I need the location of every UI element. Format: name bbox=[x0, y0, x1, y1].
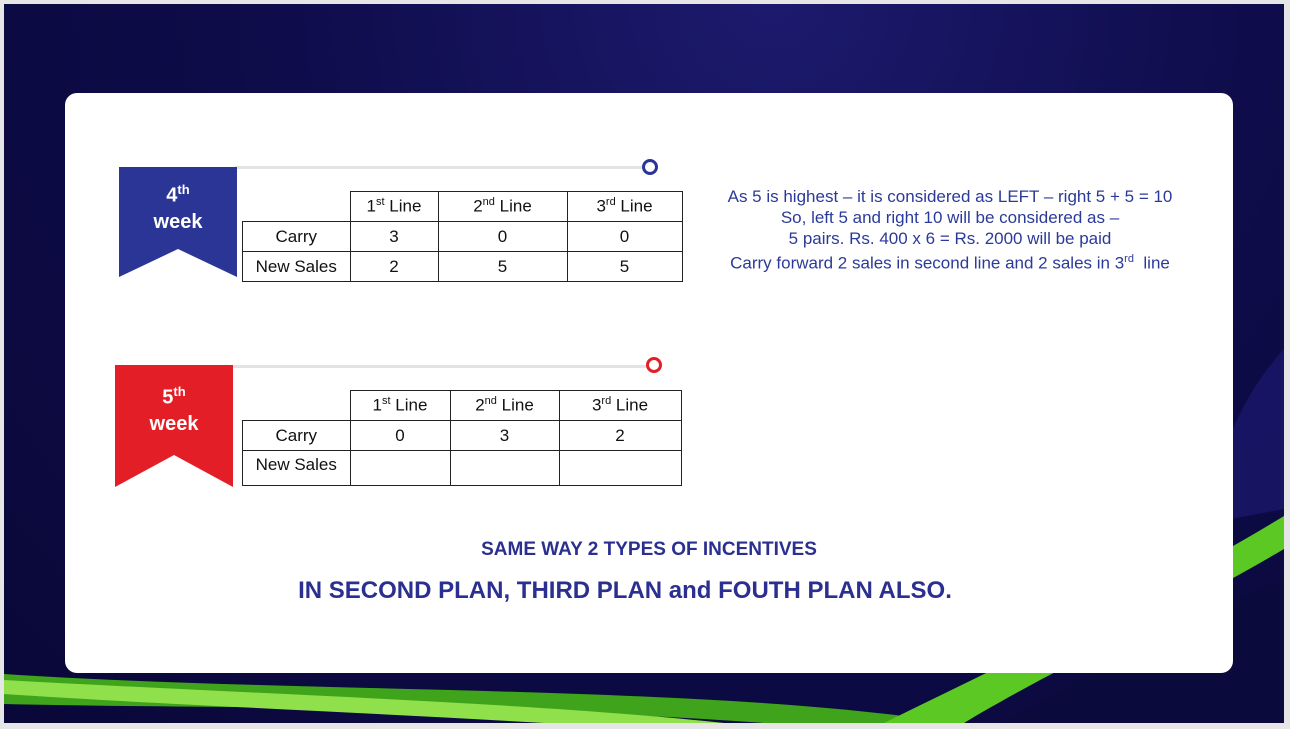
week5-cell bbox=[350, 451, 450, 486]
slide-background bbox=[4, 4, 1284, 723]
week4-row-new-sales bbox=[243, 252, 683, 282]
week4-col-header-3: 3rd Line bbox=[567, 192, 682, 222]
week4-timeline-line bbox=[235, 166, 650, 169]
explanation-line-2: So, left 5 and right 10 will be considered as – bbox=[780, 208, 1120, 227]
week4-table bbox=[242, 191, 683, 282]
week4-ribbon-number: 4 bbox=[166, 184, 178, 207]
week5-col-header-3: 3rd Line bbox=[559, 391, 681, 421]
week5-cell: 0 bbox=[350, 421, 450, 451]
week5-cell: 2 bbox=[559, 421, 681, 451]
week5-ribbon-word: week bbox=[149, 412, 199, 435]
week5-header-row bbox=[243, 391, 682, 421]
explanation-line-1: As 5 is highest – it is considered as LEFT – right 5 + 5 = 10 bbox=[727, 187, 1173, 206]
week5-ribbon-label bbox=[115, 379, 233, 437]
week4-cell: 2 bbox=[350, 252, 438, 282]
explanation-line-3: 5 pairs. Rs. 400 x 6 = Rs. 2000 will be paid bbox=[788, 229, 1112, 248]
week5-col-header-1: 1st Line bbox=[350, 391, 450, 421]
plans-heading: IN SECOND PLAN, THIRD PLAN and FOUTH PLAN ALSO. bbox=[298, 577, 952, 604]
week4-ribbon-word: week bbox=[153, 210, 203, 233]
week5-ribbon-suffix: th bbox=[173, 384, 186, 399]
week4-cell: 3 bbox=[350, 222, 438, 252]
week4-row-label: Carry bbox=[243, 222, 351, 252]
week4-ribbon bbox=[119, 167, 237, 277]
week4-col-header-1: 1st Line bbox=[350, 192, 438, 222]
week4-cell: 5 bbox=[438, 252, 567, 282]
week4-corner-cell bbox=[243, 192, 351, 222]
week4-ribbon-suffix: th bbox=[177, 182, 190, 197]
week4-cell: 5 bbox=[567, 252, 682, 282]
week4-explanation bbox=[705, 186, 1195, 274]
incentives-heading: SAME WAY 2 TYPES OF INCENTIVES bbox=[481, 539, 817, 560]
week4-ribbon-label bbox=[119, 177, 237, 235]
content-card bbox=[65, 93, 1233, 673]
week5-cell bbox=[450, 451, 559, 486]
week4-header-row bbox=[243, 192, 683, 222]
week5-timeline-line bbox=[231, 365, 651, 368]
explanation-line-4: Carry forward 2 sales in second line and 2 sales in 3rd line bbox=[730, 253, 1170, 273]
week5-row-label: Carry bbox=[243, 421, 351, 451]
week4-timeline-dot bbox=[642, 159, 658, 175]
week5-table bbox=[242, 390, 682, 486]
week5-col-header-2: 2nd Line bbox=[450, 391, 559, 421]
week5-row-label: New Sales bbox=[243, 451, 351, 486]
week5-corner-cell bbox=[243, 391, 351, 421]
week5-timeline-dot bbox=[646, 357, 662, 373]
week5-row-carry bbox=[243, 421, 682, 451]
week5-ribbon-number: 5 bbox=[162, 386, 174, 409]
week4-cell: 0 bbox=[567, 222, 682, 252]
week4-col-header-2: 2nd Line bbox=[438, 192, 567, 222]
week4-row-label: New Sales bbox=[243, 252, 351, 282]
week5-ribbon bbox=[115, 365, 233, 487]
week4-row-carry bbox=[243, 222, 683, 252]
week5-row-new-sales bbox=[243, 451, 682, 486]
week5-cell: 3 bbox=[450, 421, 559, 451]
week4-cell: 0 bbox=[438, 222, 567, 252]
week5-cell bbox=[559, 451, 681, 486]
